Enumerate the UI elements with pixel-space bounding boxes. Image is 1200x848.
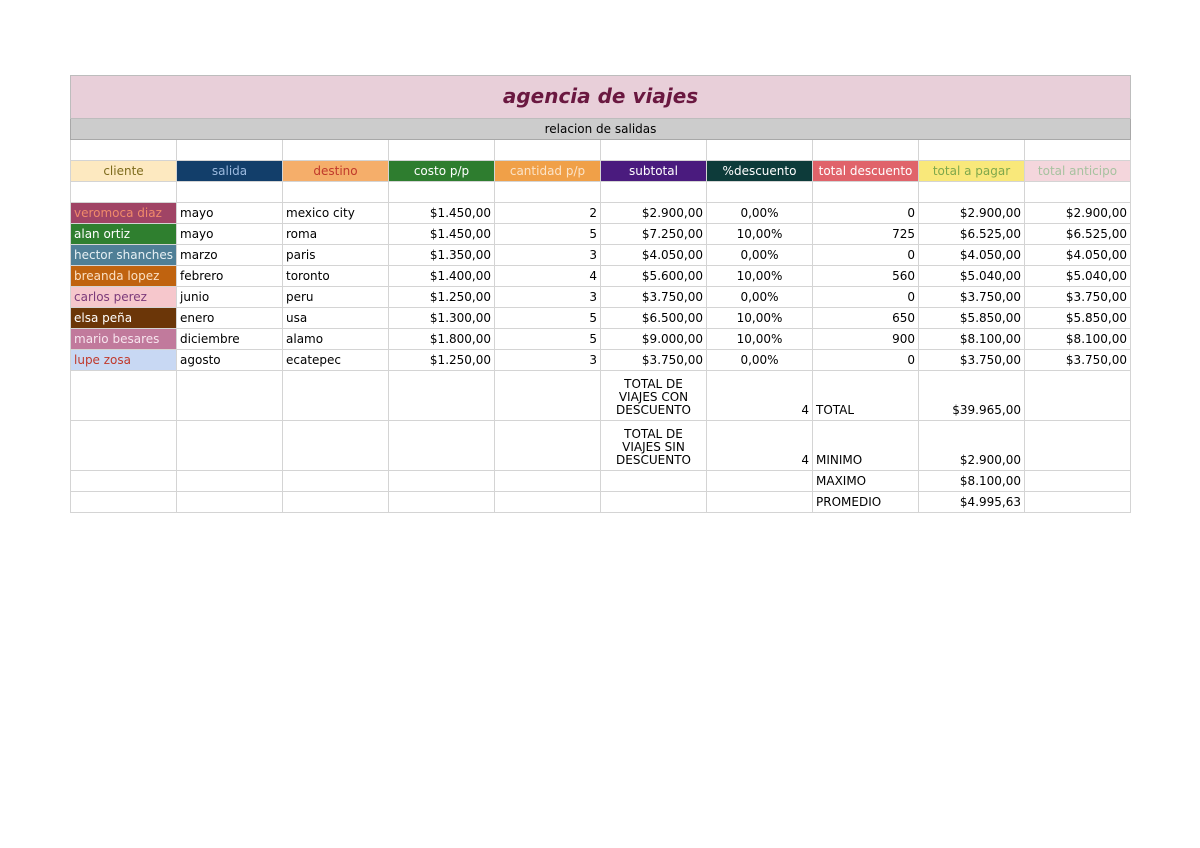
anticipo-cell[interactable]: $8.100,00 xyxy=(1025,329,1131,350)
column-header[interactable]: %descuento xyxy=(707,161,813,182)
minimo-label[interactable]: MINIMO xyxy=(813,421,919,471)
descuento-cell[interactable]: 10,00% xyxy=(707,308,813,329)
costo-cell[interactable]: $1.800,00 xyxy=(389,329,495,350)
cell[interactable] xyxy=(495,471,601,492)
promedio-value[interactable]: $4.995,63 xyxy=(919,492,1025,513)
costo-cell[interactable]: $1.450,00 xyxy=(389,203,495,224)
cantidad-cell[interactable]: 3 xyxy=(495,350,601,371)
cell[interactable] xyxy=(283,421,389,471)
table-row xyxy=(71,245,1131,266)
cell[interactable] xyxy=(707,182,813,203)
anticipo-cell[interactable]: $5.040,00 xyxy=(1025,266,1131,287)
cliente-cell[interactable]: veromoca diaz xyxy=(71,203,177,224)
cell[interactable] xyxy=(601,140,707,161)
destino-cell[interactable]: mexico city xyxy=(283,203,389,224)
column-header[interactable]: total a pagar xyxy=(919,161,1025,182)
anticipo-cell[interactable]: $4.050,00 xyxy=(1025,245,1131,266)
costo-cell[interactable]: $1.350,00 xyxy=(389,245,495,266)
cell[interactable] xyxy=(1025,471,1131,492)
cliente-cell[interactable]: lupe zosa xyxy=(71,350,177,371)
total-pagar-cell[interactable]: $3.750,00 xyxy=(919,350,1025,371)
cantidad-cell[interactable]: 5 xyxy=(495,224,601,245)
cell[interactable] xyxy=(389,182,495,203)
subtotal-cell[interactable]: $7.250,00 xyxy=(601,224,707,245)
cell[interactable] xyxy=(283,182,389,203)
cell[interactable] xyxy=(707,471,813,492)
total-descuento-cell[interactable]: 0 xyxy=(813,203,919,224)
cell[interactable] xyxy=(1025,492,1131,513)
blank-row xyxy=(71,140,1131,161)
subtotal-cell[interactable]: $9.000,00 xyxy=(601,329,707,350)
costo-cell[interactable]: $1.250,00 xyxy=(389,287,495,308)
cell[interactable] xyxy=(1025,421,1131,471)
cell[interactable] xyxy=(389,371,495,421)
salida-cell[interactable]: marzo xyxy=(177,245,283,266)
salida-cell[interactable]: mayo xyxy=(177,203,283,224)
cell[interactable] xyxy=(283,371,389,421)
subtotal-cell[interactable]: $3.750,00 xyxy=(601,350,707,371)
total-pagar-cell[interactable]: $3.750,00 xyxy=(919,287,1025,308)
salida-cell[interactable]: enero xyxy=(177,308,283,329)
anticipo-cell[interactable]: $3.750,00 xyxy=(1025,287,1131,308)
total-pagar-cell[interactable]: $6.525,00 xyxy=(919,224,1025,245)
table-row xyxy=(71,308,1131,329)
cantidad-cell[interactable]: 5 xyxy=(495,329,601,350)
cell[interactable] xyxy=(495,140,601,161)
cliente-cell[interactable]: elsa peña xyxy=(71,308,177,329)
cell[interactable] xyxy=(177,140,283,161)
descuento-cell[interactable]: 0,00% xyxy=(707,203,813,224)
total-descuento-cell[interactable]: 560 xyxy=(813,266,919,287)
minimo-value[interactable]: $2.900,00 xyxy=(919,421,1025,471)
salida-cell[interactable]: diciembre xyxy=(177,329,283,350)
descuento-cell[interactable]: 10,00% xyxy=(707,224,813,245)
cell[interactable] xyxy=(283,140,389,161)
descuento-cell[interactable]: 10,00% xyxy=(707,329,813,350)
subtotal-cell[interactable]: $2.900,00 xyxy=(601,203,707,224)
cell[interactable] xyxy=(71,182,177,203)
cell[interactable] xyxy=(919,140,1025,161)
table-row xyxy=(71,224,1131,245)
cell[interactable] xyxy=(389,421,495,471)
cell[interactable] xyxy=(919,182,1025,203)
destino-cell[interactable]: roma xyxy=(283,224,389,245)
cliente-cell[interactable]: hector shanches xyxy=(71,245,177,266)
spreadsheet xyxy=(70,75,1130,513)
subtotal-cell[interactable]: $4.050,00 xyxy=(601,245,707,266)
con-descuento-value[interactable]: 4 xyxy=(707,371,813,421)
subtotal-cell[interactable]: $5.600,00 xyxy=(601,266,707,287)
total-pagar-cell[interactable]: $2.900,00 xyxy=(919,203,1025,224)
salida-cell[interactable]: junio xyxy=(177,287,283,308)
cell[interactable] xyxy=(71,492,177,513)
total-descuento-cell[interactable]: 725 xyxy=(813,224,919,245)
cell[interactable] xyxy=(71,140,177,161)
cell[interactable] xyxy=(495,182,601,203)
descuento-cell[interactable]: 0,00% xyxy=(707,245,813,266)
costo-cell[interactable]: $1.400,00 xyxy=(389,266,495,287)
total-label[interactable]: TOTAL xyxy=(813,371,919,421)
summary-row-promedio xyxy=(71,492,1131,513)
column-header[interactable]: cliente xyxy=(71,161,177,182)
destino-cell[interactable]: alamo xyxy=(283,329,389,350)
maximo-value[interactable]: $8.100,00 xyxy=(919,471,1025,492)
summary-row-maximo xyxy=(71,471,1131,492)
header-row xyxy=(71,161,1131,182)
cell[interactable] xyxy=(601,471,707,492)
cell[interactable] xyxy=(283,471,389,492)
cell[interactable] xyxy=(71,421,177,471)
total-pagar-cell[interactable]: $5.040,00 xyxy=(919,266,1025,287)
table-row xyxy=(71,287,1131,308)
salida-cell[interactable]: agosto xyxy=(177,350,283,371)
table-row xyxy=(71,350,1131,371)
total-pagar-cell[interactable]: $4.050,00 xyxy=(919,245,1025,266)
column-header[interactable]: salida xyxy=(177,161,283,182)
cell[interactable] xyxy=(601,492,707,513)
anticipo-cell[interactable]: $5.850,00 xyxy=(1025,308,1131,329)
anticipo-cell[interactable]: $3.750,00 xyxy=(1025,350,1131,371)
cell[interactable] xyxy=(707,140,813,161)
descuento-cell[interactable]: 0,00% xyxy=(707,287,813,308)
column-header[interactable]: cantidad p/p xyxy=(495,161,601,182)
cell[interactable] xyxy=(389,471,495,492)
cell[interactable] xyxy=(1025,371,1131,421)
destino-cell[interactable]: paris xyxy=(283,245,389,266)
cantidad-cell[interactable]: 3 xyxy=(495,287,601,308)
cliente-cell[interactable]: breanda lopez xyxy=(71,266,177,287)
sheet-subtitle[interactable]: relacion de salidas xyxy=(71,119,1131,140)
cell[interactable] xyxy=(1025,182,1131,203)
cantidad-cell[interactable]: 5 xyxy=(495,308,601,329)
con-descuento-label[interactable]: TOTAL DE VIAJES CON DESCUENTO xyxy=(601,371,707,421)
destino-cell[interactable]: usa xyxy=(283,308,389,329)
cell[interactable] xyxy=(495,492,601,513)
cell[interactable] xyxy=(283,492,389,513)
total-descuento-cell[interactable]: 900 xyxy=(813,329,919,350)
anticipo-cell[interactable]: $6.525,00 xyxy=(1025,224,1131,245)
total-descuento-cell[interactable]: 0 xyxy=(813,350,919,371)
table-row xyxy=(71,266,1131,287)
total-descuento-cell[interactable]: 0 xyxy=(813,287,919,308)
summary-row-sin-descuento xyxy=(71,421,1131,471)
sin-descuento-label[interactable]: TOTAL DE VIAJES SIN DESCUENTO xyxy=(601,421,707,471)
costo-cell[interactable]: $1.300,00 xyxy=(389,308,495,329)
summary-row-con-descuento xyxy=(71,371,1131,421)
costo-cell[interactable]: $1.250,00 xyxy=(389,350,495,371)
cell[interactable] xyxy=(495,371,601,421)
salida-cell[interactable]: mayo xyxy=(177,224,283,245)
total-descuento-cell[interactable]: 0 xyxy=(813,245,919,266)
total-pagar-cell[interactable]: $8.100,00 xyxy=(919,329,1025,350)
cell[interactable] xyxy=(177,421,283,471)
descuento-cell[interactable]: 0,00% xyxy=(707,350,813,371)
anticipo-cell[interactable]: $2.900,00 xyxy=(1025,203,1131,224)
table-row xyxy=(71,329,1131,350)
total-value[interactable]: $39.965,00 xyxy=(919,371,1025,421)
blank-row xyxy=(71,182,1131,203)
cell[interactable] xyxy=(813,140,919,161)
cell[interactable] xyxy=(71,371,177,421)
total-descuento-cell[interactable]: 650 xyxy=(813,308,919,329)
sin-descuento-value[interactable]: 4 xyxy=(707,421,813,471)
cantidad-cell[interactable]: 4 xyxy=(495,266,601,287)
table-row xyxy=(71,203,1131,224)
column-header[interactable]: total descuento xyxy=(813,161,919,182)
cantidad-cell[interactable]: 3 xyxy=(495,245,601,266)
cell[interactable] xyxy=(601,182,707,203)
column-header[interactable]: subtotal xyxy=(601,161,707,182)
cliente-cell[interactable]: carlos perez xyxy=(71,287,177,308)
costo-cell[interactable]: $1.450,00 xyxy=(389,224,495,245)
maximo-label[interactable]: MAXIMO xyxy=(813,471,919,492)
promedio-label[interactable]: PROMEDIO xyxy=(813,492,919,513)
column-header[interactable]: total anticipo xyxy=(1025,161,1131,182)
cell[interactable] xyxy=(177,182,283,203)
cell[interactable] xyxy=(177,492,283,513)
salida-cell[interactable]: febrero xyxy=(177,266,283,287)
subtotal-cell[interactable]: $3.750,00 xyxy=(601,287,707,308)
column-header[interactable]: destino xyxy=(283,161,389,182)
cell[interactable] xyxy=(495,421,601,471)
destino-cell[interactable]: ecatepec xyxy=(283,350,389,371)
cell[interactable] xyxy=(71,471,177,492)
cell[interactable] xyxy=(177,471,283,492)
destino-cell[interactable]: peru xyxy=(283,287,389,308)
cliente-cell[interactable]: alan ortiz xyxy=(71,224,177,245)
cell[interactable] xyxy=(813,182,919,203)
trips-table xyxy=(70,75,1131,513)
cell[interactable] xyxy=(389,492,495,513)
subtotal-cell[interactable]: $6.500,00 xyxy=(601,308,707,329)
column-header[interactable]: costo p/p xyxy=(389,161,495,182)
total-pagar-cell[interactable]: $5.850,00 xyxy=(919,308,1025,329)
cell[interactable] xyxy=(1025,140,1131,161)
cell[interactable] xyxy=(389,140,495,161)
sheet-title: agencia de viajes xyxy=(502,83,699,108)
cantidad-cell[interactable]: 2 xyxy=(495,203,601,224)
cell[interactable] xyxy=(177,371,283,421)
descuento-cell[interactable]: 10,00% xyxy=(707,266,813,287)
cliente-cell[interactable]: mario besares xyxy=(71,329,177,350)
sheet-title-cell[interactable] xyxy=(71,76,1131,119)
destino-cell[interactable]: toronto xyxy=(283,266,389,287)
cell[interactable] xyxy=(707,492,813,513)
